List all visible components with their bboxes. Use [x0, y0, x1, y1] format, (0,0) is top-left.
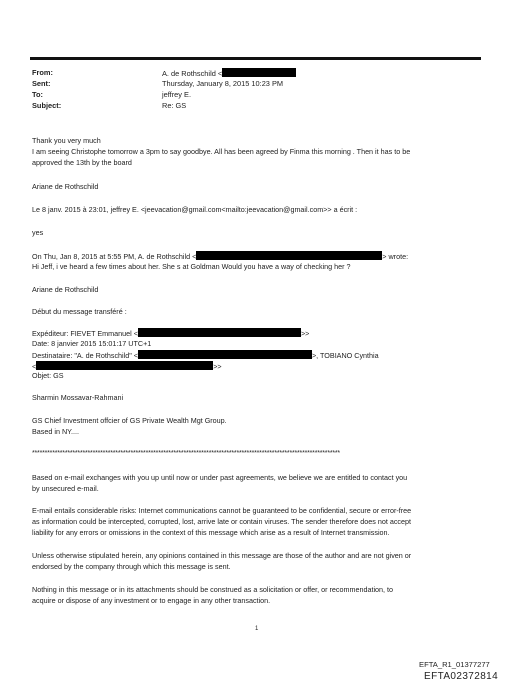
disclaimer-line: by unsecured e-mail.: [32, 484, 99, 493]
disclaimer-line: Nothing in this message or in its attachments should be construed as a solicitation or offer, or recommendation, to: [32, 585, 394, 594]
disclaimer-line: E-mail entails considerable risks: Internet communications cannot be guaranteed to be confidential, secure or error-free: [32, 506, 412, 515]
disclaimer-line: liability for any errors or omissions in the context of this message which arise as a result of Internet transmission.: [32, 528, 390, 537]
date-line: Date: 8 janvier 2015 15:01:17 UTC+1: [32, 339, 152, 348]
to-label: To:: [32, 90, 43, 99]
quoted-header-en: [32, 251, 408, 263]
expediteur-text: Expéditeur: FIEVET Emmanuel <: [32, 329, 138, 338]
signature: Ariane de Rothschild: [32, 182, 99, 191]
person-name: Sharmin Mossavar-Rahmani: [32, 393, 124, 402]
disclaimer-line: Based on e-mail exchanges with you up until now or under past agreements, we believe we are entitled to contact you: [32, 473, 408, 482]
to-value: jeffrey E.: [162, 90, 192, 99]
destinataire-text: Destinataire: "A. de Rothschild" <: [32, 351, 138, 360]
disclaimer-line: acquire or dispose of any investment or to engage in any other transaction.: [32, 596, 271, 605]
disclaimer-line: Unless otherwise stipulated herein, any opinions contained in this message are those of the author and are not given or: [32, 551, 412, 560]
sent-label: Sent:: [32, 79, 51, 88]
objet-line: Objet: GS: [32, 371, 64, 380]
expediteur-end: >>: [300, 329, 310, 338]
header-rule: [30, 57, 481, 60]
subject-label: Subject:: [32, 101, 62, 110]
redaction-box: [138, 328, 301, 337]
expediteur-line: [32, 328, 309, 340]
from-value: A. de Rothschild <: [162, 69, 223, 78]
page-number: 1: [255, 626, 259, 632]
destinataire-end: >, TOBIANO Cynthia: [311, 351, 379, 360]
bates-number-small: EFTA_R1_01377277: [419, 660, 490, 669]
body-line: Thank you very much: [32, 136, 101, 145]
subject-value: Re: GS: [162, 101, 187, 110]
gt-sign: >>: [213, 362, 222, 371]
disclaimer-line: endorsed by the company through which this message is sent.: [32, 562, 231, 571]
body-line: approved the 13th by the board: [32, 158, 132, 167]
bates-number-large: EFTA02372814: [424, 671, 499, 682]
separator-stars: **************************************************************************************************************************: [32, 450, 340, 457]
from-label: From:: [32, 68, 53, 77]
redaction-box: [36, 361, 213, 370]
quoted-header-fr: Le 8 janv. 2015 à 23:01, jeffrey E. <jeevacation@gmail.com<mailto:jeevacation@gmail.com>> a écrit :: [32, 205, 358, 214]
body-line: I am seeing Christophe tomorrow a 3pm to say goodbye. All has been agreed by Finma this morning . Then it has to be: [32, 147, 411, 156]
lt-sign: <: [32, 362, 37, 371]
destinataire-line: [32, 350, 379, 362]
sent-value: Thursday, January 8, 2015 10:23 PM: [162, 79, 284, 88]
redaction-box: [222, 68, 296, 77]
quoted-header-start: On Thu, Jan 8, 2015 at 5:55 PM, A. de Rothschild <: [32, 252, 197, 261]
signature: Ariane de Rothschild: [32, 285, 99, 294]
body-line: Hi Jeff, i ve heard a few times about her. She s at Goldman Would you have a way of checking her ?: [32, 262, 351, 271]
person-location: Based in NY....: [32, 427, 80, 436]
disclaimer-line: as information could be intercepted, corrupted, lost, arrive late or contain viruses. The sender therefore does not accept: [32, 517, 412, 526]
redaction-box: [196, 251, 382, 260]
forward-header: Début du message transféré :: [32, 307, 127, 316]
quoted-header-end: > wrote:: [382, 252, 409, 261]
person-title: GS Chief Investment offcier of GS Private Wealth Mgt Group.: [32, 416, 227, 425]
reply-text: yes: [32, 228, 44, 237]
redaction-box: [138, 350, 312, 359]
